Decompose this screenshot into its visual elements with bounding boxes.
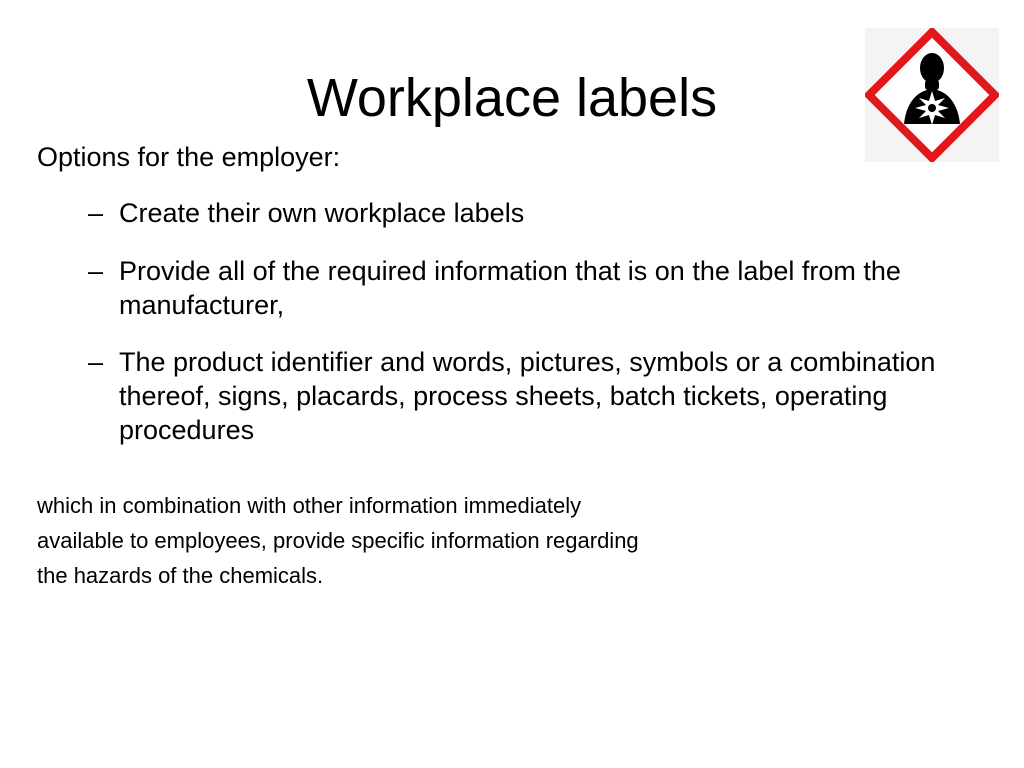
bullet-dash: – xyxy=(88,256,104,286)
option-product-identifier-combination xyxy=(88,345,988,447)
hazard-note-line: which in combination with other information immediately xyxy=(37,493,582,518)
health-hazard-pictogram xyxy=(865,28,999,162)
bullet-dash: – xyxy=(88,347,104,377)
option-required-manufacturer-info xyxy=(88,254,988,322)
option-create-own-labels xyxy=(88,196,988,230)
hazard-note-line: available to employees, provide specific information regarding xyxy=(37,528,639,553)
bullet-dash: – xyxy=(88,198,104,228)
option-text: Create their own workplace labels xyxy=(119,198,525,228)
options-list xyxy=(88,196,988,471)
health-hazard-icon xyxy=(865,28,999,162)
options-intro: Options for the employer: xyxy=(37,142,341,172)
option-text: The product identifier and words, pictures, symbols or a combination thereof, signs, placards, process sheets, batch tickets, operating procedures xyxy=(119,347,936,445)
slide-title: Workplace labels xyxy=(306,68,718,128)
option-text: Provide all of the required information that is on the label from the manufacturer, xyxy=(119,256,901,320)
hazard-note-line: the hazards of the chemicals. xyxy=(37,563,324,588)
hazard-information-note xyxy=(37,488,639,593)
